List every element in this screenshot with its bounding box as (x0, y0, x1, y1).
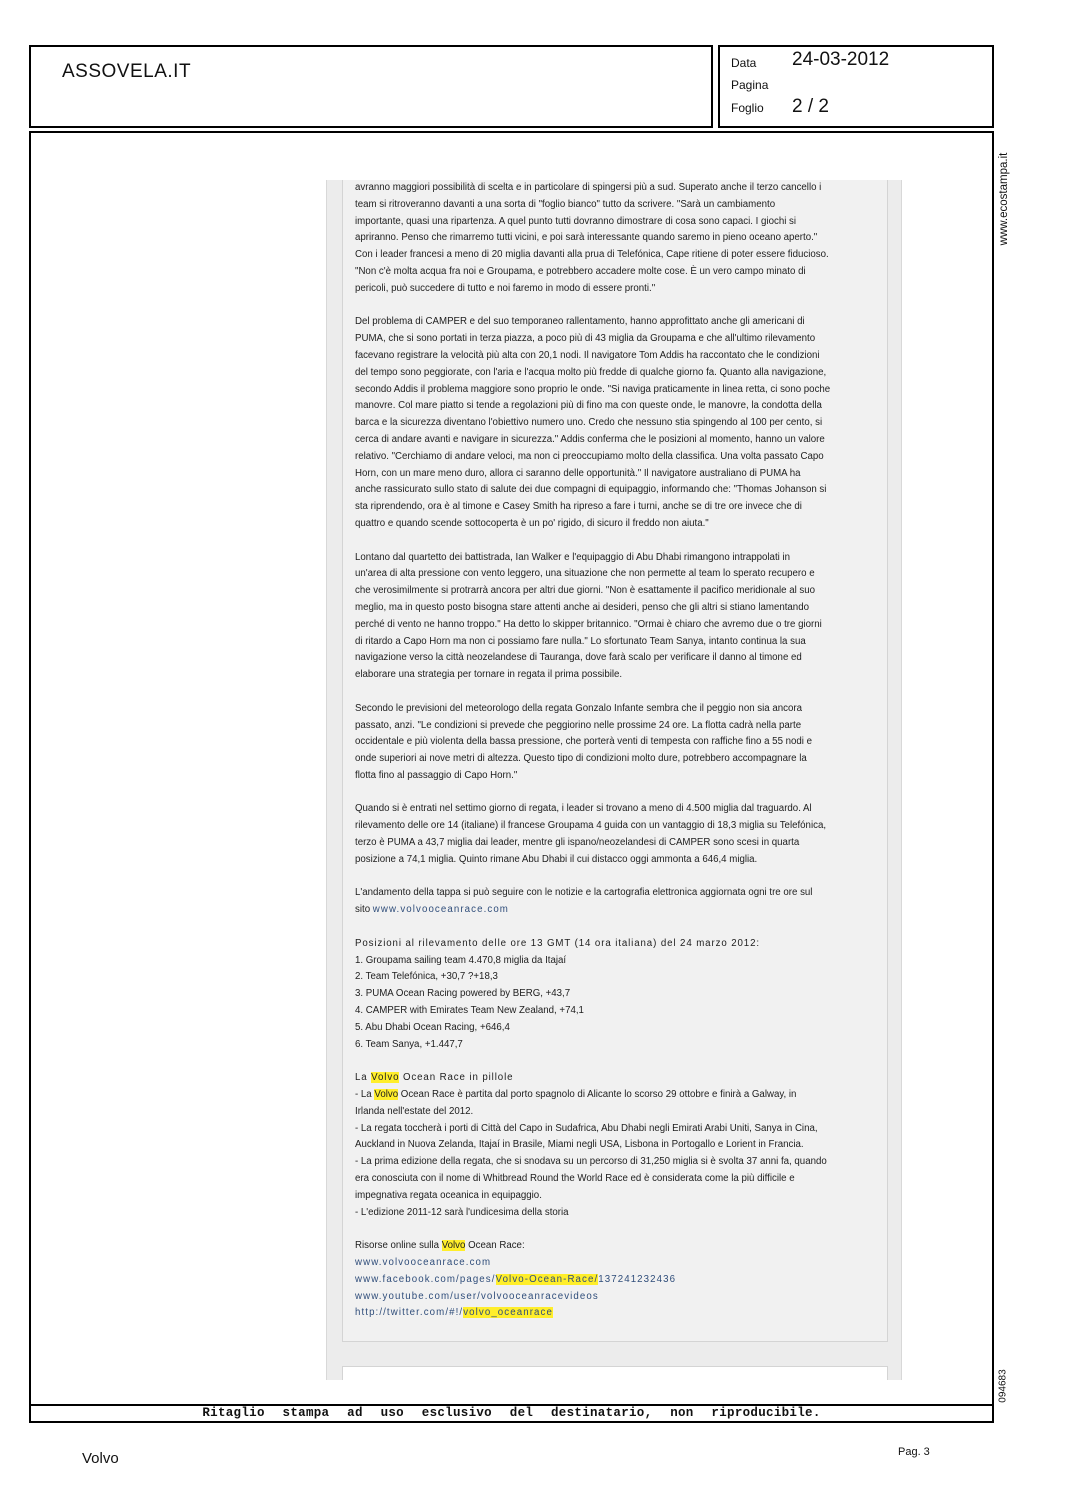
positions-list (355, 936, 845, 1054)
paragraph-4: Secondo le previsioni del meteorologo della regata Gonzalo Infante sembra che il peggio non sia ancora passato, anzi. "Le condizioni si prevede che peggiorino nelle prossime 24 ore. La flotta cadrà nella parte occidentale e più violenta della bassa pressione, che porterà venti di tempesta con raffiche fino a 55 nodi e onde superiori ai nove metri di altezza. Questo tipo di condizioni molto dure, potrebbero accompagnare la flotta fino al passaggio di Capo Horn." (355, 702, 813, 781)
resources-section (355, 1238, 845, 1322)
date-label: Data (731, 56, 757, 70)
keyword-label: Volvo (82, 1450, 119, 1467)
disclaimer-text: Ritaglio stampa ad uso esclusivo del destinatario, non riproducibile. (202, 1406, 821, 1420)
header-publication-box (29, 45, 713, 128)
sheet-value: 2 / 2 (792, 96, 829, 117)
resource-link-facebook[interactable]: www.facebook.com/pages/Volvo-Ocean-Race/137241232436 (355, 1273, 677, 1285)
page-number: Pag. 3 (898, 1446, 930, 1458)
paragraph-1: avranno maggiori possibilità di scelta e in particolare di spingersi più a sud. Superato anche il terzo cancello i team si ritroveranno davanti a una sorta di "foglio bianco" tutto da scrivere. "Sarà un cambiamento importante, quasi una ripartenza. A quel punto tutti dovranno dimostrare di cosa sono capaci. I giochi si apriranno. Penso che rimarremo tutti vicini, e poi sarà interessante quando saremo in pieno oceano aperto." Con i leader francesi a meno di 20 miglia davanti alla prua di Telefónica, Cape ritiene di poter essere fiducioso. "Non c'è molta acqua fra noi e Groupama, e potrebbero accadere molte cose. È un vero campo minato di pericoli, può succedere di tutto e noi faremo in modo di essere pronti." (355, 182, 829, 294)
resources-title: Risorse online sulla Volvo Ocean Race: (355, 1240, 525, 1252)
position-row: 3. PUMA Ocean Racing powered by BERG, +43,7 (355, 988, 571, 1000)
side-site-label: www.ecostampa.it (998, 152, 1010, 246)
page-label: Pagina (731, 78, 769, 92)
header-meta-box (718, 45, 994, 128)
publication-name: ASSOVELA.IT (62, 61, 192, 82)
position-row: 5. Abu Dhabi Ocean Racing, +646,4 (355, 1021, 510, 1033)
position-row: 4. CAMPER with Emirates Team New Zealand, +74,1 (355, 1005, 584, 1017)
paragraph-3: Lontano dal quartetto dei battistrada, Ian Walker e l'equipaggio di Abu Dhabi rimangono intrappolati in un'area di alta pressione con vento leggero, una situazione che non permette al team lo sperato recupero e che verosimilmente si protrarrà ancora per altri due giorni. "Non è esattamente il pacifico meridionale al suo meglio, ma in questo posto bisogna stare attenti anche ai desideri, penso che gli altri si stiano lamentando perché di vento ne hanno troppo." Ha detto lo skipper britannico. "Ormai è chiaro che avremo due o tre giorni di ritardo a Capo Horn ma non ci possiamo fare nulla." Lo sfortunato Team Sanya, intanto continua la sua navigazione verso la città neozelandese di Tauranga, dove farà scalo per verificare il danno al timone ed elaborare una strategia per tornare in regata il prima possibile. (355, 551, 822, 681)
pills-title: La Volvo Ocean Race in pillole (355, 1072, 514, 1084)
date-value: 24-03-2012 (792, 49, 890, 70)
next-content-box (342, 1366, 888, 1380)
position-row: 1. Groupama sailing team 4.470,8 miglia da Itajaí (355, 954, 567, 966)
side-code-label: 094683 (997, 1369, 1009, 1403)
volvo-site-link[interactable]: www.volvooceanrace.com (372, 904, 509, 916)
resource-link-twitter[interactable]: http://twitter.com/#!/volvo_oceanrace (355, 1307, 553, 1319)
paragraph-6: L'andamento della tappa si può seguire con le notizie e la cartografia elettronica aggiornata ogni tre ore sul sito www.volvooceanrace.com (355, 887, 813, 916)
resource-link-youtube[interactable]: www.youtube.com/user/volvooceanracevideos (355, 1290, 599, 1302)
positions-title: Posizioni al rilevamento delle ore 13 GMT (14 ora italiana) del 24 marzo 2012: (355, 937, 760, 949)
position-row: 2. Team Telefónica, +30,7 ?+18,3 (355, 971, 498, 983)
position-row: 6. Team Sanya, +1.447,7 (355, 1038, 463, 1050)
paragraph-2: Del problema di CAMPER e del suo temporaneo rallentamento, hanno approfittato anche gli americani di PUMA, che si sono portati in terza piazza, a poco più di 43 miglia da Groupama e che all'ultimo rilevamento facevano registrare la velocità più alta con 20,1 nodi. Il navigatore Tom Addis ha raccontato che le condizioni del tempo sono peggiorate, con l'aria e l'acqua molto più fredde di qualche giorno fa. Quanto alla navigazione, secondo Addis il problema maggiore sono proprio le onde. "Si naviga praticamente in linea retta, ci sono poche manovre. Col mare piatto si tende a regolazioni più di fino ma con queste onde, le manovre, la condotta della barca e la sicurezza diventano l'obiettivo numero uno. Credo che nessuno stia spingendo al 100 per cento, si cerca di andare avanti e navigare in sicurezza." Addis conferma che le posizioni al momento, hanno un valore relativo. "Cerchiamo di andare veloci, ma non ci preoccupiamo molto della classifica. Una volta passato Capo Horn, con un mare meno duro, allora ci saranno delle opportunità." Il navigatore australiano di PUMA ha anche rassicurato sullo stato di salute dei due compagni di equipaggio, informando che: "Thomas Johanson si sta riprendendo, ora è al timone e Casey Smith ha ripreso a fare i turni, anche se di tre ore invece che di quattro e quando scende sottocoperta è un po' rigido, di sicuro il freddo non aiuta." (355, 316, 831, 529)
web-clipping (35, 180, 986, 1380)
resource-link-site[interactable]: www.volvooceanrace.com (355, 1257, 492, 1268)
sheet-label: Foglio (731, 101, 764, 115)
paragraph-5: Quando si è entrati nel settimo giorno di regata, i leader si trovano a meno di 4.500 miglia dal traguardo. Al rilevamento delle ore 14 (italiane) il francese Groupama 4 guida con un vantaggio di 18,3 miglia su Telefónica, terzo è PUMA a 43,7 miglia dai leader, mentre gli ispano/neozelandesi di CAMPER sono scesi in quarta posizione a 74,1 miglia. Quinto rimane Abu Dhabi il cui distacco oggi ammonta a 646,4 miglia. (355, 803, 827, 865)
article-text (355, 180, 845, 1339)
pills-section: La Volvo Ocean Race in pillole - La Volvo Ocean Race è partita dal porto spagnolo di Alicante lo scorso 29 ottobre e finirà a Galway, in Irlanda nell'estate del 2012. - La regata toccherà i porti di Città del Capo in Sudafrica, Abu Dhabi negli Emirati Arabi Uniti, Sanya in Cina, Auckland in Nuova Zelanda, Itajaí in Brasile, Miami negli USA, Lisbona in Portogallo e Lorient in Francia. - La prima edizione della regata, che si snodava su un percorso di 31,250 miglia si è svolta 37 anni fa, quando era conosciuta con il nome di Whitbread Round the World Race ed è considerata come la più difficile e impegnativa regata oceanica in equipaggio. - L'edizione 2011-12 sarà l'undicesima della storia (355, 1070, 845, 1221)
